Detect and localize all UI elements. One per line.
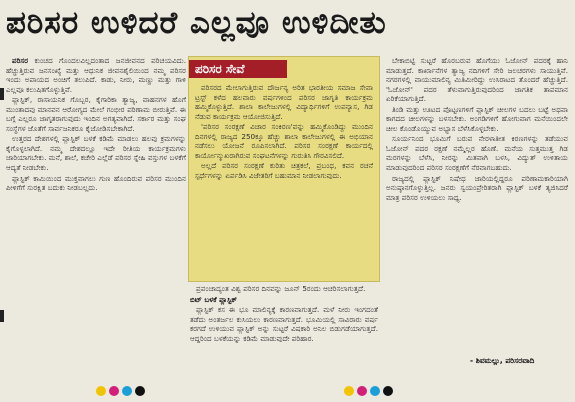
registration-dot (96, 386, 106, 396)
registration-dot (344, 386, 354, 396)
lead-word: ಪರಿಸರ (12, 56, 29, 65)
registration-dot (383, 386, 393, 396)
right-column (386, 56, 568, 356)
left-paragraph: ಉತ್ತರದ ದೇಶಗಳಲ್ಲಿ ಪ್ಲಾಸ್ಟಿಕ್ ಬಳಕೆ ಕಡಿಮೆ ಮಾಡಲು ಹಲವು ಕ್ರಮಗಳನ್ನು ಕೈಗೊಳ್ಳಲಾಗಿದೆ. ನಮ್ಮ ದೇಶದಲ್ಲೂ ಇದೇ ರೀತಿಯ ಕಾರ್ಯಕ್ರಮಗಳು ಜಾರಿಯಾಗಬೇಕು. ಮನೆ, ಶಾಲೆ, ಕಚೇರಿ ಎಲ್ಲೆಡೆ ಪರಿಸರ ಸ್ನೇಹಿ ವಸ್ತುಗಳ ಬಳಕೆಗೆ ಆದ್ಯತೆ ನೀಡಬೇಕು. (6, 134, 186, 173)
middle-column (190, 284, 378, 380)
registration-marks-left (96, 386, 145, 398)
crop-mark (0, 310, 4, 322)
middle-paragraph: ಪ್ಲಾಸ್ಟಿಕ್ ಕಸ ಈ ಭೂ ಮಾಲಿನ್ಯಕ್ಕೆ ಕಾರಣವಾಗುತ್ತದೆ. ಮಳೆ ನೀರು ಇಂಗದಂತೆ ತಡೆದು ಅಂತರ್ಜಲ ಕುಸಿಯಲು ಕಾರಣವಾಗುತ್ತದೆ. ಭೂಮಿಯಲ್ಲಿ ಸಾವಿರಾರು ವರ್ಷ ಕರಗದೆ ಉಳಿಯುವ ಪ್ಲಾಸ್ಟಿಕ್ ಅನ್ನು ಸುಟ್ಟರೆ ವಿಷಕಾರಿ ಅನಿಲ ಬಿಡುಗಡೆಯಾಗುತ್ತದೆ. ಆದ್ದರಿಂದ ಬಳಕೆಯನ್ನು ಕಡಿಮೆ ಮಾಡುವುದೇ ಪರಿಹಾರ. (190, 305, 378, 343)
right-paragraph: ರಾಜ್ಯದಲ್ಲಿ ಪ್ಲಾಸ್ಟಿಕ್ ನಿಷೇಧ ಜಾರಿಯಲ್ಲಿದ್ದರೂ ಪರಿಣಾಮಕಾರಿಯಾಗಿ ಅನುಷ್ಠಾನಗೊಳ್ಳುತ್ತಿಲ್ಲ. ಜನರು ಸ್ವಯಂಪ್ರೇರಿತರಾಗಿ ಪ್ಲಾಸ್ಟಿಕ್ ಬಳಕೆ ತ್ಯಜಿಸಿದರೆ ಮಾತ್ರ ಪರಿಸರ ಉಳಿಯಲು ಸಾಧ್ಯ. (386, 173, 568, 202)
box-paragraph: ಪರಿಸರದ ಮೇಲಾಗುತ್ತಿರುವ ದೌರ್ಜನ್ಯ ಅರಿತ ಭಾರತೀಯ ಸಮಾಜ ಸೇವಾ ಟ್ರಸ್ಟ್ ಕಳೆದ ಹಲವಾರು ವರ್ಷಗಳಿಂದ ಪರಿಸರ ಜಾಗೃತಿ ಕಾರ್ಯಕ್ರಮ ಹಮ್ಮಿಕೊಳ್ಳುತ್ತಿದೆ. ಶಾಲಾ ಕಾಲೇಜುಗಳಲ್ಲಿ ವಿದ್ಯಾರ್ಥಿಗಳಿಗೆ ಉಪನ್ಯಾಸ, ಗಿಡ ನೆಡುವ ಕಾರ್ಯಕ್ರಮ ಆಯೋಜಿಸುತ್ತಿದೆ. (195, 83, 373, 121)
headline: ಪರಿಸರ ಉಳಿದರೆ ಎಲ್ಲವೂ ಉಳಿದೀತು (6, 5, 387, 41)
right-paragraph: ಬೇಕಾಬಿಟ್ಟಿ ಸುಟ್ಟರೆ ಹೊರಬರುವ ಹೊಗೆಯು ಓಜೋನ್ ಪದರಕ್ಕೆ ಹಾನಿ ಮಾಡುತ್ತದೆ. ಕಾರ್ಖಾನೆಗಳ ತ್ಯಾಜ್ಯ ನದಿಗಳಿಗೆ ಸೇರಿ ಜಲಚರಗಳು ಸಾಯುತ್ತಿವೆ. ನಗರಗಳಲ್ಲಿ ವಾಯುಮಾಲಿನ್ಯ ಮಿತಿಮೀರಿದ್ದು ಉಸಿರಾಟದ ತೊಂದರೆ ಹೆಚ್ಚುತ್ತಿದೆ. 'ಓಜೋನ್' ಪದರ ತೆಳುವಾಗುತ್ತಿರುವುದರಿಂದ ಜಾಗತಿಕ ತಾಪಮಾನ ಏರಿಕೆಯಾಗುತ್ತಿದೆ. (386, 56, 568, 104)
left-column (6, 56, 186, 386)
author-byline: - ಶಿವಮಲ್ಲು, ಪರಿಸರವಾದಿ (470, 356, 535, 365)
crop-mark (0, 88, 4, 100)
box-paragraph: 'ಪರಿಸರ ಸಂರಕ್ಷಣೆ ವಿಚಾರ ಸಂಕಿರಣ'ವನ್ನು ಹಮ್ಮಿಕೊಂಡಿದ್ದು ಮುಂದಿನ ದಿನಗಳಲ್ಲಿ ರಾಜ್ಯದ 250ಕ್ಕೂ ಹೆಚ್ಚು ಶಾಲಾ ಕಾಲೇಜುಗಳಲ್ಲಿ ಈ ಅಭಿಯಾನ ನಡೆಸಲು ಯೋಜನೆ ರೂಪಿಸಲಾಗಿದೆ. ಪರಿಸರ ಸಂರಕ್ಷಣೆ ಕಾರ್ಯದಲ್ಲಿ ಕಾರ್ಯೋನ್ಮುಖರಾಗಿರುವ ಸಂಘಟನೆಗಳನ್ನು ಗುರುತಿಸಿ ಗೌರವಿಸಲಿದೆ. (195, 122, 373, 160)
section-subheading: ಬಿಟ್ ಬಳಕೆ ಪ್ಲಾಸ್ಟಿಕ್ (190, 294, 238, 304)
registration-dot (122, 386, 132, 396)
registration-marks-right (344, 386, 393, 398)
left-paragraph: ಪ್ಲಾಸ್ಟಿಕ್, ರಾಸಾಯನಿಕ ಗೊಬ್ಬರ, ಕೈಗಾರಿಕಾ ತ್ಯಾಜ್ಯ, ವಾಹನಗಳ ಹೊಗೆ ಮುಂತಾದವು ಮಾನವನ ಆರೋಗ್ಯದ ಮೇಲೆ ಗಂಭೀರ ಪರಿಣಾಮ ಬೀರುತ್ತಿವೆ. ಈ ಬಗ್ಗೆ ಎಲ್ಲರೂ ಜಾಗೃತರಾಗುವುದು ಇಂದಿನ ಅಗತ್ಯವಾಗಿದೆ. ಸರ್ಕಾರ ಮತ್ತು ಸಂಘ ಸಂಸ್ಥೆಗಳ ಜೊತೆಗೆ ಸಾರ್ವಜನಿಕರೂ ಕೈಜೋಡಿಸಬೇಕಾಗಿದೆ. (6, 95, 186, 133)
right-paragraph: ತಿಂಡಿ ಮತ್ತು ಊಟದ ಪೊಟ್ಟಣಗಳಿಗೆ ಪ್ಲಾಸ್ಟಿಕ್ ಚೀಲಗಳ ಬದಲು ಬಟ್ಟೆ ಅಥವಾ ಕಾಗದದ ಚೀಲಗಳನ್ನು ಬಳಸಬೇಕು. ಅಂಗಡಿಗಳಿಗೆ ಹೋಗುವಾಗ ಮನೆಯಿಂದಲೇ ಚೀಲ ಕೊಂಡೊಯ್ಯುವ ಅಭ್ಯಾಸ ಬೆಳೆಸಿಕೊಳ್ಳಬೇಕು. (386, 104, 568, 133)
registration-dot (370, 386, 380, 396)
left-paragraph: ಪರಿಸರ ಕುಂಚದ ಗೊಂದಲವಿಲ್ಲದಂತಾದ ಜನಜೀವನದ ಪರಿಚಯವಿದು. ಹೆಚ್ಚುತ್ತಿರುವ ಜನಸಂಖ್ಯೆ ಮತ್ತು ಆಧುನಿಕ ಜೀವನಶೈಲಿಯಿಂದ ನಮ್ಮ ಪರಿಸರ ಇಂದು ಅಪಾಯದ ಅಂಚಿಗೆ ತಲುಪಿದೆ. ಕಾಡು, ನೀರು, ಮಣ್ಣು ಮತ್ತು ಗಾಳಿ ಎಲ್ಲವೂ ಕಲುಷಿತಗೊಳ್ಳುತ್ತಿವೆ. (6, 56, 186, 94)
box-paragraph: ಅಲ್ಲದೆ ಪರಿಸರ ಸಂರಕ್ಷಣೆ ಕುರಿತು ಚಿತ್ರಕಲೆ, ಪ್ರಬಂಧ, ಕವನ ರಚನೆ ಸ್ಪರ್ಧೆಗಳನ್ನು ಏರ್ಪಡಿಸಿ ವಿಜೇತರಿಗೆ ಬಹುಮಾನ ನೀಡಲಾಗುವುದು. (195, 161, 373, 180)
registration-dot (357, 386, 367, 396)
middle-paragraph: ಪ್ರಪಂಚಾದ್ಯಂತ ವಿಶ್ವ ಪರಿಸರ ದಿನವನ್ನು ಜೂನ್ 5ರಂದು ಆಚರಿಸಲಾಗುತ್ತದೆ. (196, 284, 366, 293)
registration-dot (135, 386, 145, 396)
sidebar-box-body (195, 83, 373, 277)
sidebar-box (188, 56, 380, 282)
left-paragraph: ಪ್ಲಾಸ್ಟಿಕ್ ಕಾಮಿಯಿಂದ ಮುಕ್ತವಾಗಲು ಗುಣ ಹೊಂದಿರುವ ಪರಿಸರ ಮುಂದಿನ ಪೀಳಿಗೆಗೆ ಸುರಕ್ಷಿತ ಬದುಕು ನೀಡಬಲ್ಲದು. (6, 173, 186, 193)
sidebar-box-heading: ಪರಿಸರ ಸೇವೆ (189, 60, 287, 78)
right-paragraph: ಸೂರ್ಯನಿಂದ ಭೂಮಿಗೆ ಬರುವ ನೇರಳಾತೀತ ಕಿರಣಗಳನ್ನು ತಡೆಯುವ ಓಜೋನ್ ಪದರ ರಕ್ಷಣೆ ನಮ್ಮೆಲ್ಲರ ಹೊಣೆ. ಮನೆಯ ಸುತ್ತಮುತ್ತ ಗಿಡ ಮರಗಳನ್ನು ಬೆಳೆಸಿ, ನೀರನ್ನು ಮಿತವಾಗಿ ಬಳಸಿ, ವಿದ್ಯುತ್ ಉಳಿತಾಯ ಮಾಡುವುದರಿಂದ ಪರಿಸರ ಸಂರಕ್ಷಣೆಗೆ ನೆರವಾಗಬಹುದು. (386, 134, 568, 173)
registration-dot (109, 386, 119, 396)
